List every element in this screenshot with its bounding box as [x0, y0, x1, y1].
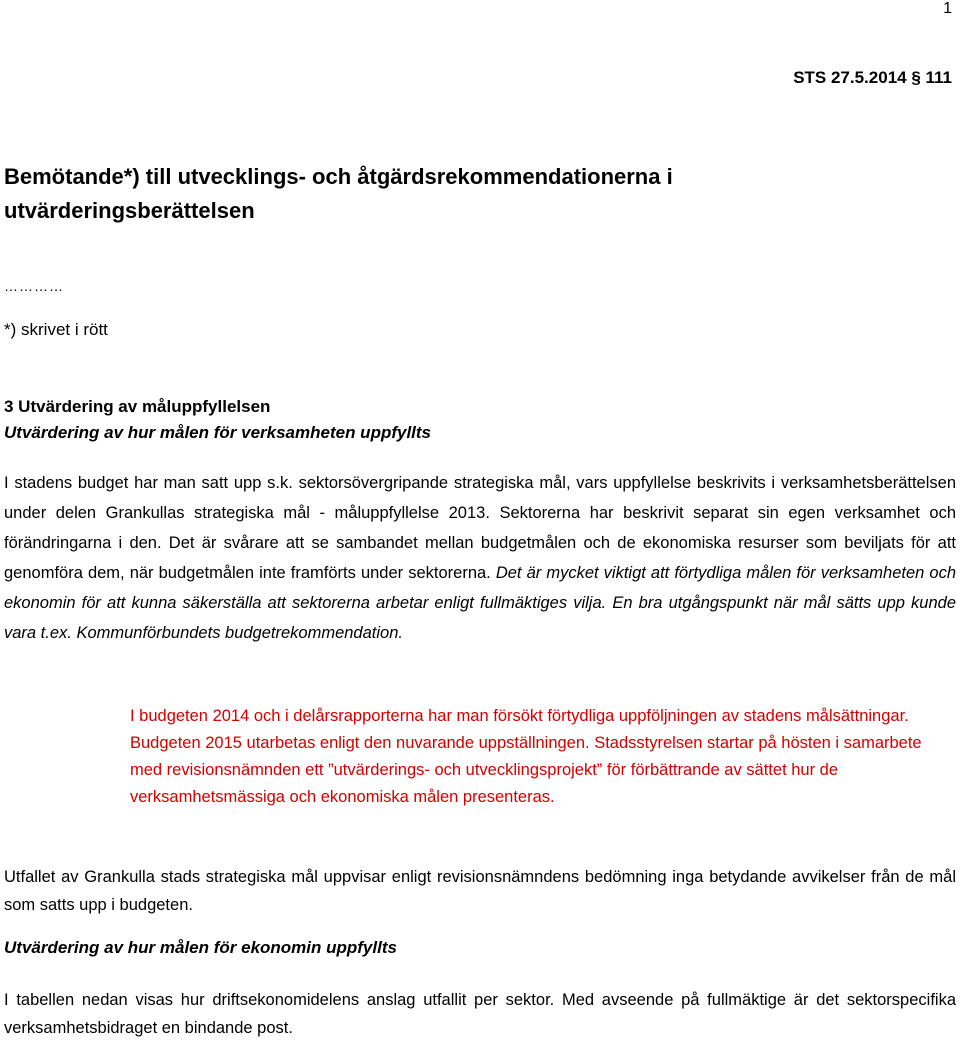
economy-heading: Utvärdering av hur målen för ekonomin uppfyllts	[4, 938, 397, 957]
paragraph-evaluation-recommendation: Det är mycket viktigt att förtydliga målen för verksamheten och ekonomin för att kunna säkerställa att sektorerna arbetar enligt fullmäktiges vilja. En bra utgångspunkt när mål sätts upp kunde vara t.ex. Kommunförbundets budgetrekommendation.	[4, 564, 957, 642]
paragraph-evaluation-text: I stadens budget har man satt upp s.k. sektorsövergripande strategiska mål, vars uppfyllelse beskrivits i verksamhetsberättelsen under delen Grankullas strategiska mål - måluppfyllelse 2013. Sektorerna har beskrivit separat sin egen verksamhet och förändringarna i den. Det är svårare att se sambandet mellan budgetmålen och de ekonomiska resurser som beviljats för att genomföra dem, när budgetmålen inte framförts under sektorerna.	[4, 474, 956, 582]
red-text-note: *) skrivet i rött	[4, 320, 108, 339]
section-heading: 3 Utvärdering av måluppfyllelsen	[4, 397, 271, 416]
paragraph-table-intro: I tabellen nedan visas hur driftsekonomidelens anslag utfallit per sektor. Med avseende på fullmäktige är det sektorspecifika verksamhetsbidraget en bindande post.	[4, 991, 956, 1037]
section-heading-block	[4, 394, 431, 446]
document-reference: STS 27.5.2014 § 111	[793, 68, 952, 87]
document-title: Bemötande*) till utvecklings- och åtgärdsrekommendationerna i utvärderingsberättelsen	[4, 164, 673, 223]
paragraph-outcome: Utfallet av Grankulla stads strategiska mål uppvisar enligt revisionsnämndens bedömning inga betydande avvikelser från de mål som satts upp i budgeten.	[4, 868, 956, 914]
page-number: 1	[943, 0, 952, 17]
ellipsis-separator: …………	[4, 278, 64, 294]
section-subheading: Utvärdering av hur målen för verksamheten uppfyllts	[4, 423, 432, 442]
paragraph-evaluation	[4, 468, 956, 648]
response-text: I budgeten 2014 och i delårsrapporterna har man försökt förtydliga uppföljningen av stadens målsättningar. Budgeten 2015 utarbetas enligt den nuvarande uppställningen. Stadsstyrelsen startar på hösten i samarbete med revisionsnämnden ett ”utvärderings- och utvecklingsprojekt” för förbättrande av sättet hur de verksamhetsmässiga och ekonomiska målen presenteras.	[130, 707, 922, 806]
